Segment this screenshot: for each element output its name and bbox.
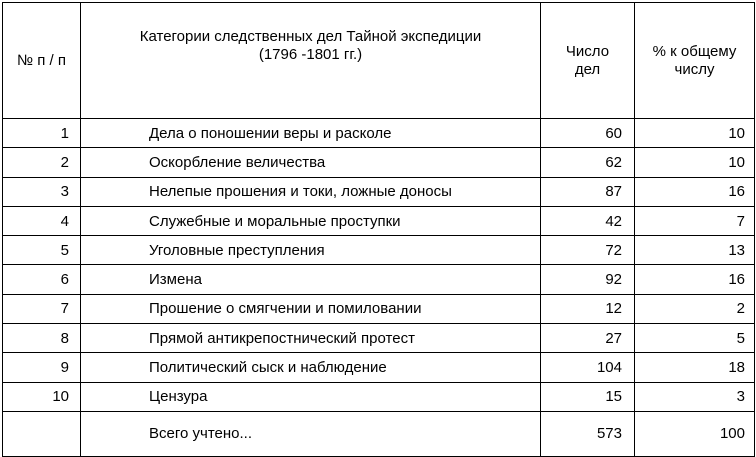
header-percent-line2: числу	[674, 60, 715, 78]
table-row	[3, 236, 755, 265]
header-percent	[635, 3, 755, 119]
row-number: 4	[3, 206, 81, 235]
row-category: Нелепые прошения и токи, ложные доносы	[81, 177, 541, 206]
row-count: 92	[541, 265, 635, 294]
table-row	[3, 294, 755, 323]
table-row	[3, 206, 755, 235]
header-number: № п / п	[3, 3, 81, 119]
header-row	[3, 3, 755, 119]
row-count: 72	[541, 236, 635, 265]
total-number-empty	[3, 411, 81, 456]
row-count: 60	[541, 119, 635, 148]
table-row	[3, 265, 755, 294]
row-number: 10	[3, 382, 81, 411]
row-percent: 5	[635, 324, 755, 353]
table-row	[3, 148, 755, 177]
cases-table	[2, 2, 755, 457]
header-count	[541, 3, 635, 119]
table-row	[3, 119, 755, 148]
row-percent: 18	[635, 353, 755, 382]
row-count: 104	[541, 353, 635, 382]
table-row	[3, 382, 755, 411]
total-percent: 100	[635, 411, 755, 456]
header-category-period: (1796 -1801 гг.)	[258, 46, 363, 63]
row-category: Прошение о смягчении и помиловании	[81, 294, 541, 323]
header-category	[81, 3, 541, 119]
row-number: 3	[3, 177, 81, 206]
table-row	[3, 177, 755, 206]
row-category: Оскорбление величества	[81, 148, 541, 177]
row-percent: 7	[635, 206, 755, 235]
row-percent: 2	[635, 294, 755, 323]
row-count: 15	[541, 382, 635, 411]
row-number: 7	[3, 294, 81, 323]
total-row	[3, 411, 755, 456]
row-count: 42	[541, 206, 635, 235]
row-number: 8	[3, 324, 81, 353]
row-count: 12	[541, 294, 635, 323]
header-category-title: Категории следственных дел Тайной экспедиции	[139, 28, 482, 45]
row-category: Политический сыск и наблюдение	[81, 353, 541, 382]
table-row	[3, 353, 755, 382]
row-category: Служебные и моральные проступки	[81, 206, 541, 235]
table-row	[3, 324, 755, 353]
row-percent: 3	[635, 382, 755, 411]
total-label: Всего учтено...	[81, 411, 541, 456]
header-count-line1: Число	[565, 42, 610, 60]
row-percent: 13	[635, 236, 755, 265]
row-count: 27	[541, 324, 635, 353]
row-category: Дела о поношении веры и расколе	[81, 119, 541, 148]
row-count: 87	[541, 177, 635, 206]
row-number: 6	[3, 265, 81, 294]
row-number: 2	[3, 148, 81, 177]
row-category: Уголовные преступления	[81, 236, 541, 265]
row-percent: 10	[635, 119, 755, 148]
row-percent: 16	[635, 177, 755, 206]
row-number: 5	[3, 236, 81, 265]
header-count-line2: дел	[574, 60, 601, 78]
row-percent: 10	[635, 148, 755, 177]
row-percent: 16	[635, 265, 755, 294]
total-count: 573	[541, 411, 635, 456]
row-number: 1	[3, 119, 81, 148]
row-category: Прямой антикрепостнический протест	[81, 324, 541, 353]
row-count: 62	[541, 148, 635, 177]
header-percent-line1: % к общему	[652, 42, 737, 60]
row-number: 9	[3, 353, 81, 382]
row-category: Цензура	[81, 382, 541, 411]
row-category: Измена	[81, 265, 541, 294]
